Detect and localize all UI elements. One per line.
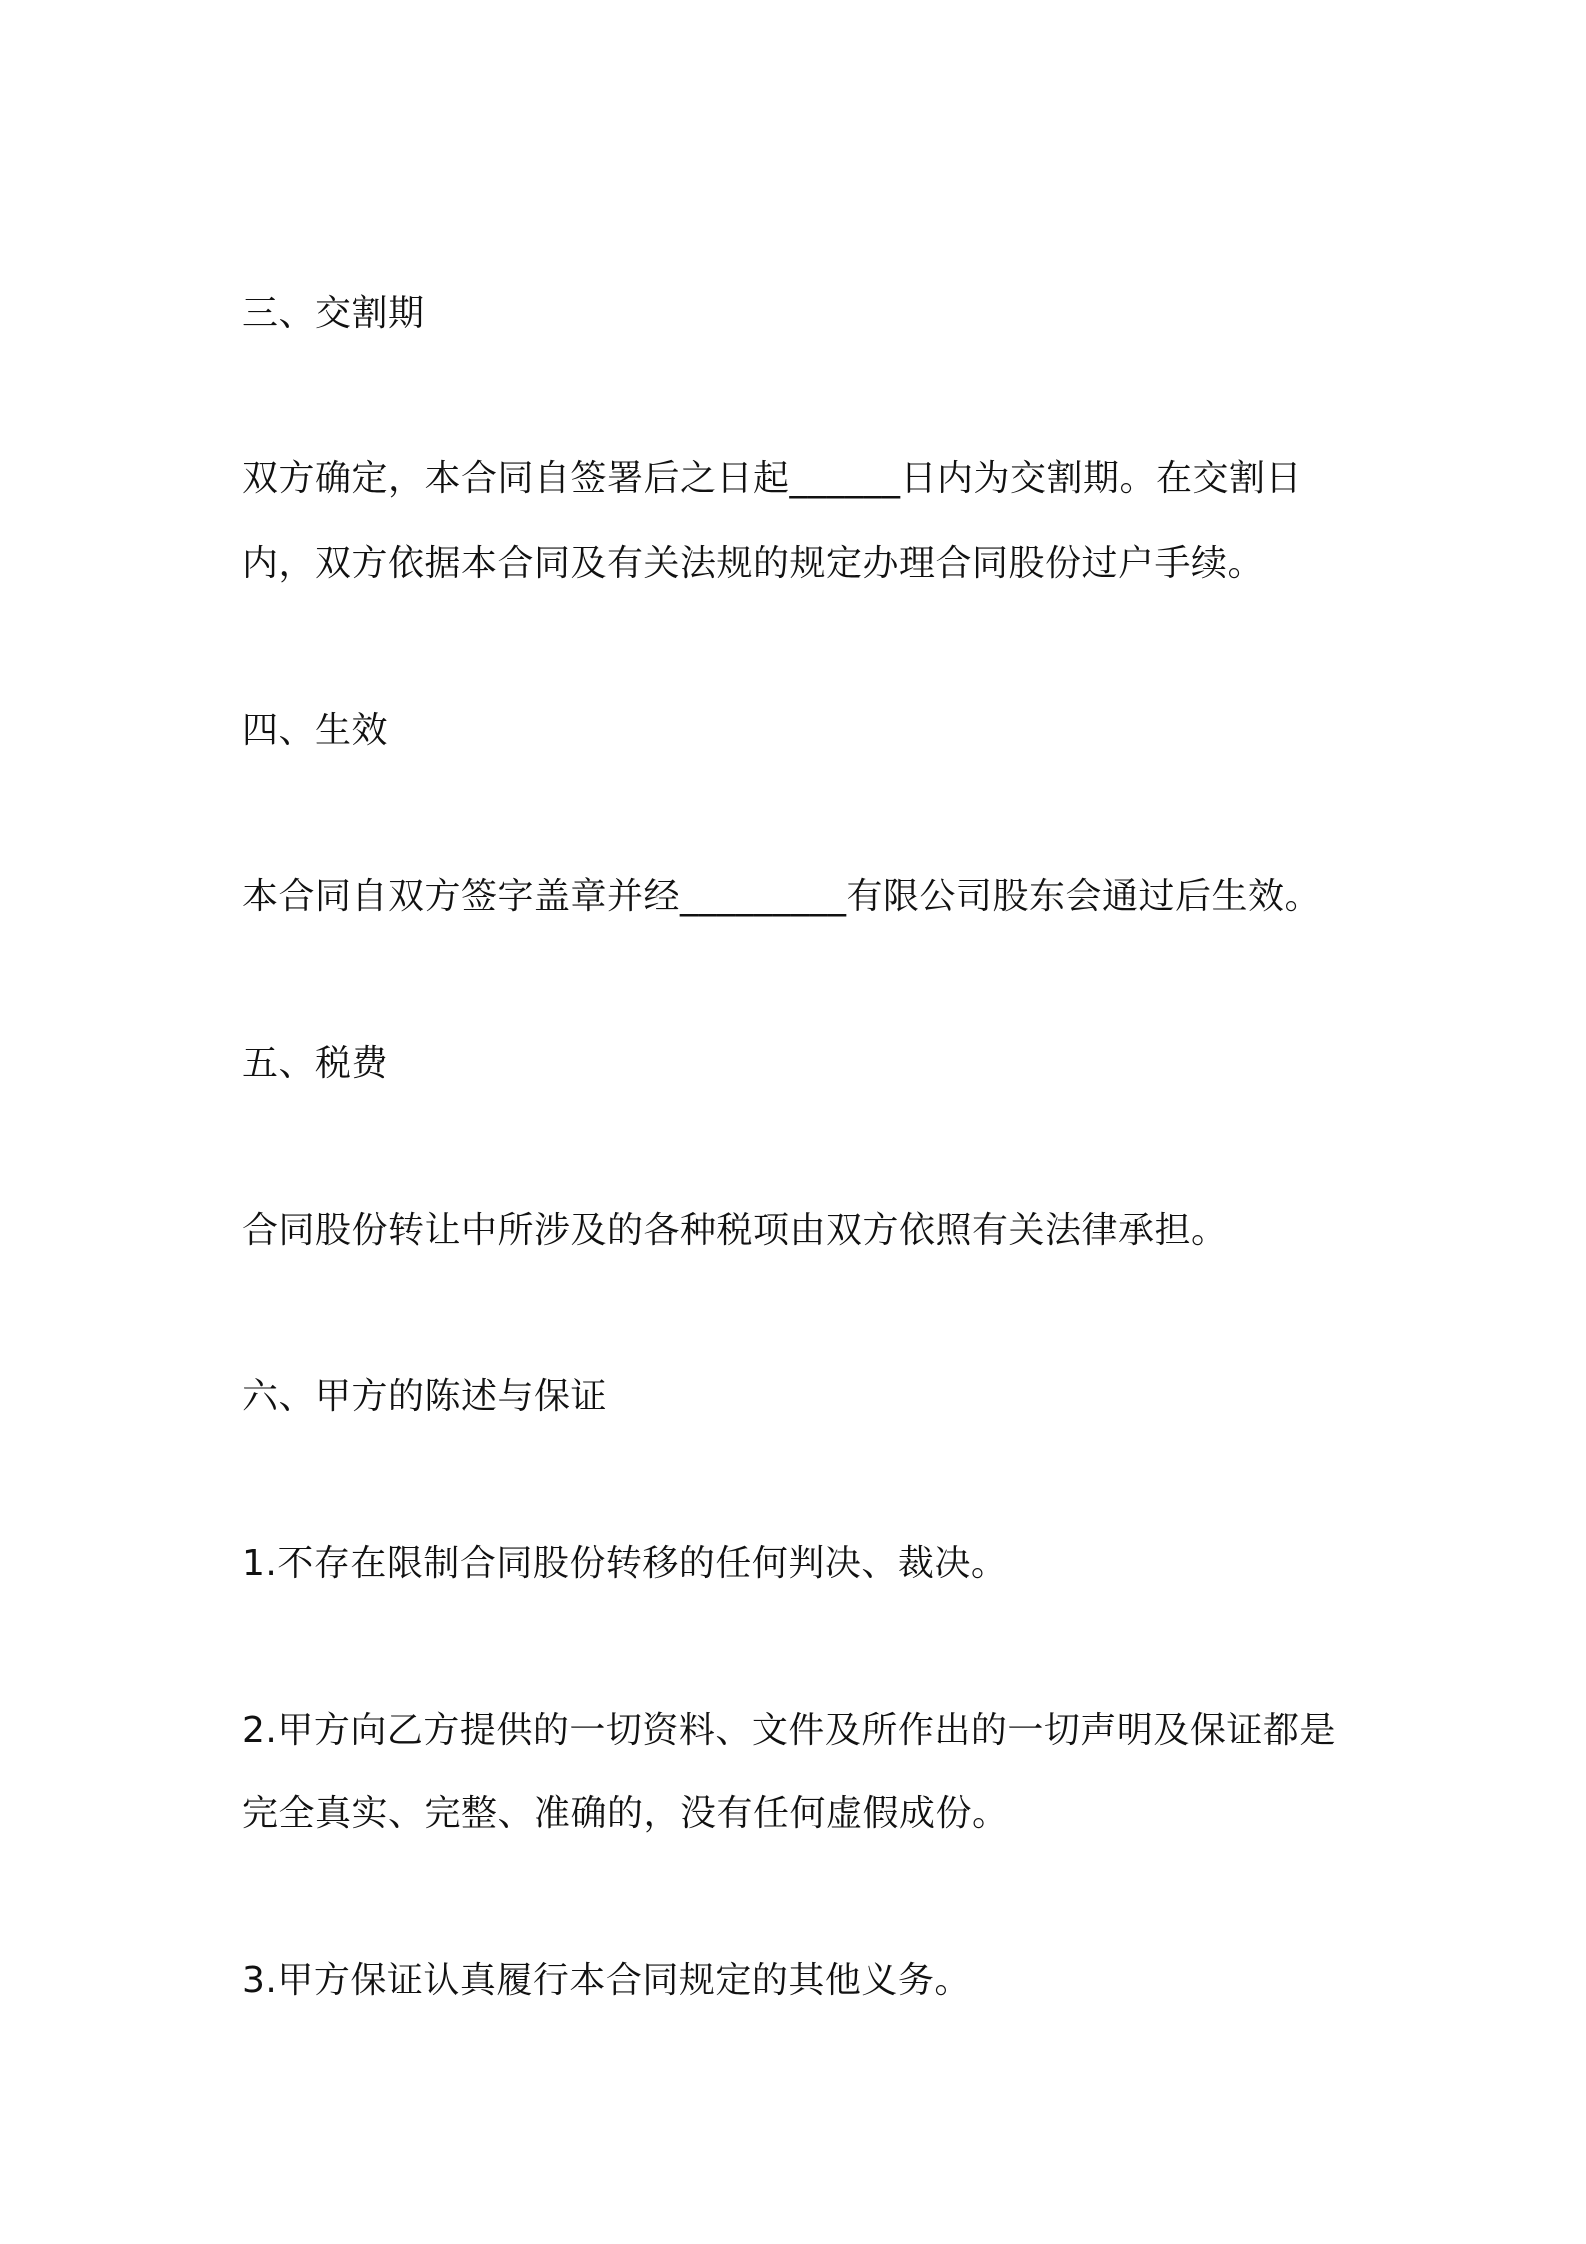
section6-item3: 3.甲方保证认真履行本合同规定的其他义务。 [242,1960,971,2001]
section4-paragraph: 本合同自双方签字盖章并经_________有限公司股东会通过后生效。 [242,876,1322,917]
section4-heading: 四、生效 [242,710,389,751]
section6-item1: 1.不存在限制合同股份转移的任何判决、裁决。 [242,1543,1008,1584]
section6-item2-line2: 完全真实、完整、准确的，没有任何虚假成份。 [242,1793,1009,1834]
section3-heading: 三、交割期 [242,293,425,334]
section5-paragraph: 合同股份转让中所涉及的各种税项由双方依照有关法律承担。 [242,1210,1228,1251]
section6-item2-line1: 2.甲方向乙方提供的一切资料、文件及所作出的一切声明及保证都是 [242,1710,1336,1751]
section6-heading: 六、甲方的陈述与保证 [242,1376,608,1417]
section3-paragraph-line1: 双方确定，本合同自签署后之日起______日内为交割期。在交割日 [242,458,1303,499]
section3-paragraph-line2: 内，双方依据本合同及有关法规的规定办理合同股份过户手续。 [242,543,1265,584]
section5-heading: 五、税费 [242,1043,389,1084]
